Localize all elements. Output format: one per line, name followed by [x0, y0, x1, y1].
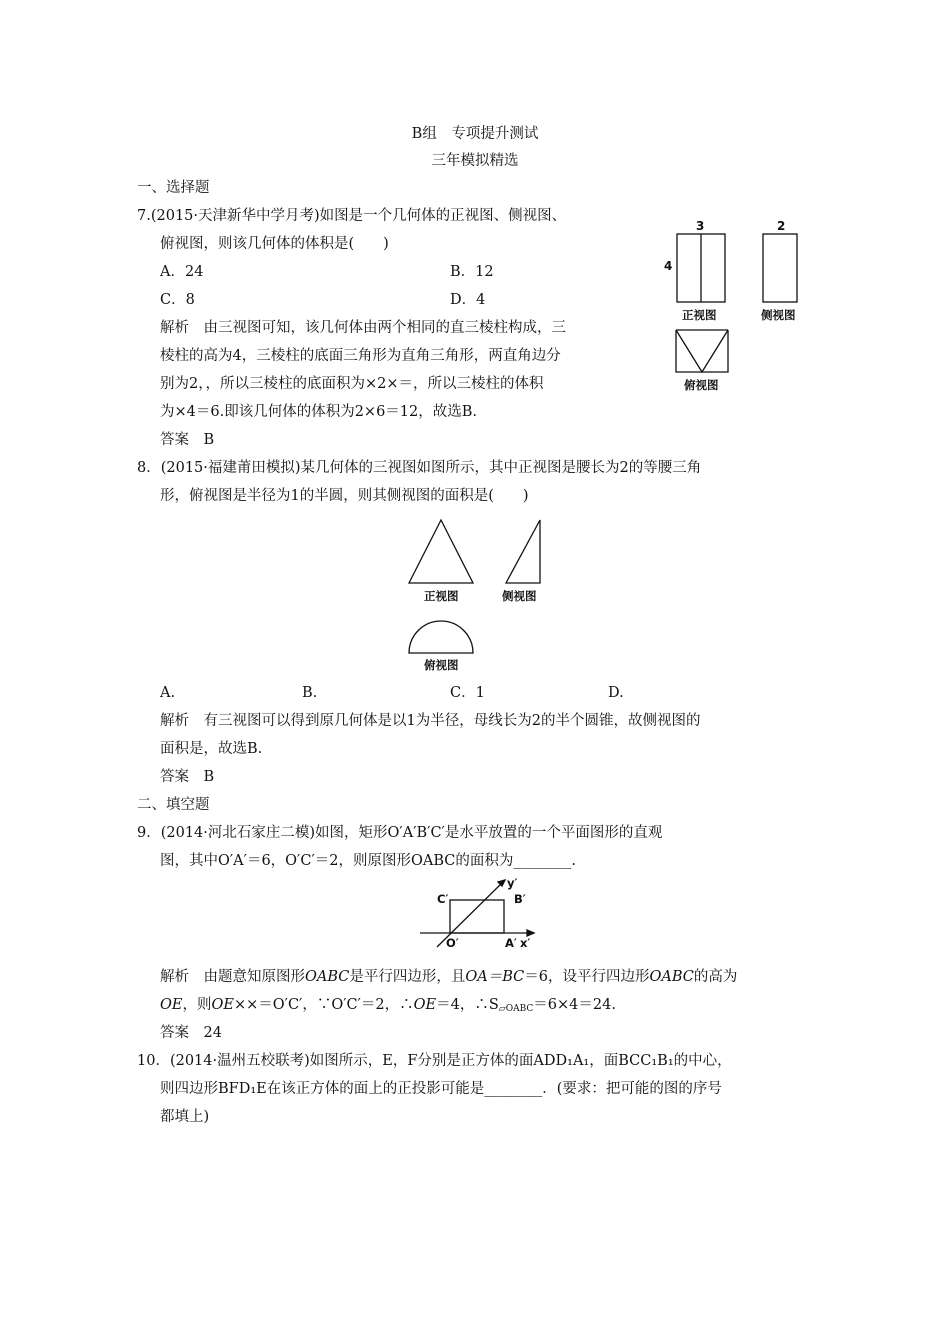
- q9-text-2: 图，其中O′A′＝6，O′C′＝2，则原图形OABC的面积为________.: [160, 853, 576, 869]
- q8-option-c: C．1: [450, 685, 485, 701]
- q8-solution-1: 解析 有三视图可以得到原几何体是以1为半径，母线长为2的半个圆锥，故侧视图的: [160, 713, 701, 729]
- q7-option-c: C．8: [160, 292, 195, 308]
- q9-label-y: y′: [507, 876, 518, 890]
- q8-option-b: B.: [302, 685, 318, 701]
- section-title: B组 专项提升测试: [411, 126, 539, 142]
- q9-text-1: 9．(2014·河北石家庄二模)如图，矩形O′A′B′C′是水平放置的一个平面图形的直观: [137, 825, 663, 841]
- q9-label-b: B′: [514, 892, 526, 906]
- q8-option-d: D.: [608, 685, 624, 701]
- q9-answer: 答案 24: [160, 1025, 222, 1041]
- q7-dim-height: 4: [664, 259, 673, 273]
- q9-solution-1: 解析 由题意知原图形OABC是平行四边形，且OA＝BC＝6，设平行四边形OABC的高为: [160, 969, 738, 985]
- q10-text-3: 都填上): [160, 1109, 210, 1125]
- q7-option-d: D．4: [450, 292, 486, 308]
- q9-solution-2: OE，则OE××＝O′C′，∵O′C′＝2，∴OE＝4，$\therefore S_{▱OABC}=6\times 4=24$.: [160, 997, 616, 1014]
- q7-label-top: 俯视图: [684, 378, 719, 392]
- q7-text-1: 7.(2015·天津新华中学月考)如图是一个几何体的正视图、侧视图、: [137, 208, 567, 224]
- q9-label-c: C′: [437, 892, 449, 906]
- q8-answer: 答案 B: [160, 769, 215, 785]
- q10-text-2: 则四边形BFD₁E在该正方体的面上的正投影可能是________．(要求：把可能的图的序号: [160, 1081, 722, 1097]
- q7-solution-4: 为×4＝6.即该几何体的体积为2×6＝12，故选B.: [160, 404, 478, 420]
- q7-answer: 答案 B: [160, 432, 215, 448]
- q8-label-front: 正视图: [424, 589, 459, 603]
- q7-solution-1: 解析 由三视图可知，该几何体由两个相同的直三棱柱构成，三: [160, 320, 566, 336]
- q7-option-a: A．24: [160, 264, 204, 280]
- q7-solution-3: 别为2，，所以三棱柱的底面积为×2×＝，所以三棱柱的体积: [160, 376, 544, 392]
- q10-text-1: 10．(2014·温州五校联考)如图所示，E，F分别是正方体的面ADD₁A₁，面BCC₁B₁的中心，: [137, 1053, 732, 1069]
- q8-label-top: 俯视图: [424, 658, 459, 672]
- q9-label-a: A′: [505, 936, 517, 950]
- q7-text-2: 俯视图，则该几何体的体积是( ): [160, 236, 389, 252]
- q9-label-o: O′: [446, 936, 459, 950]
- q7-label-front: 正视图: [682, 308, 717, 322]
- q8-text-2: 形，俯视图是半径为1的半圆，则其侧视图的面积是( ): [160, 488, 529, 504]
- heading-choice: 一、选择题: [137, 180, 210, 196]
- q7-solution-2: 棱柱的高为4，三棱柱的底面三角形为直角三角形，两直角边分: [160, 348, 561, 364]
- q7-label-side: 侧视图: [761, 308, 796, 322]
- q7-dim-side-width: 2: [777, 219, 786, 233]
- q8-label-side: 侧视图: [502, 589, 537, 603]
- q8-solution-2: 面积是，故选B.: [160, 741, 263, 757]
- q7-dim-front-width: 3: [696, 219, 705, 233]
- q9-label-x: x′: [520, 936, 531, 950]
- q8-text-1: 8．(2015·福建莆田模拟)某几何体的三视图如图所示，其中正视图是腰长为2的等腰三角: [137, 460, 702, 476]
- q7-option-b: B．12: [450, 264, 494, 280]
- heading-fill-in: 二、填空题: [137, 797, 210, 813]
- section-subtitle: 三年模拟精选: [431, 153, 519, 169]
- q8-option-a: A.: [160, 685, 176, 701]
